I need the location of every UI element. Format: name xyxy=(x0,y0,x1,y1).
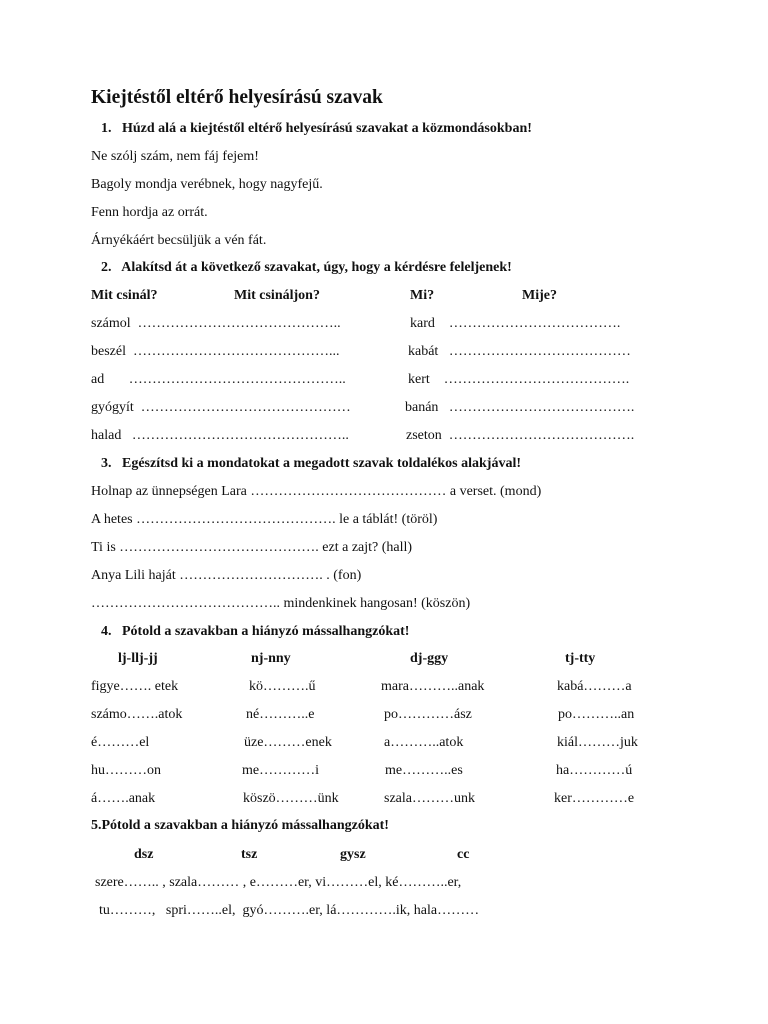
verb-fill-line: gyógyít ……………………………………… xyxy=(91,400,351,415)
noun-fill-line: banán …………………………………. xyxy=(405,400,635,415)
noun-fill-line: kabát ………………………………… xyxy=(408,344,631,359)
word-fill: me………..es xyxy=(385,763,463,778)
word-fill: po………..an xyxy=(558,707,635,722)
noun-fill-line: kert …………………………………. xyxy=(408,372,630,387)
word-fill: üze………enek xyxy=(244,735,332,750)
task2-heading: 2. Alakítsd át a következő szavakat, úgy, hogy a kérdésre feleljenek! xyxy=(101,260,512,275)
word-fill: me…………i xyxy=(242,763,319,778)
word-fill-line: szere…….. , szala……… , e………er, vi………el, ké………..er, xyxy=(95,875,462,890)
task1-heading: 1. Húzd alá a kiejtéstől eltérő helyesírású szavakat a közmondásokban! xyxy=(101,121,532,136)
task3-heading: 3. Egészítsd ki a mondatokat a megadott szavak toldalékos alakjával! xyxy=(101,456,522,471)
task5-header-cc: cc xyxy=(457,847,470,862)
task4-header-tj: tj-tty xyxy=(565,651,596,666)
proverb-line: Fenn hordja az orrát. xyxy=(91,205,208,220)
word-fill: figye……. etek xyxy=(91,679,179,694)
word-fill: mara………..anak xyxy=(381,679,485,694)
word-fill: számo…….atok xyxy=(91,707,183,722)
word-fill: kö……….ű xyxy=(249,679,316,694)
word-fill: kiál………juk xyxy=(557,735,638,750)
word-fill: ha…………ú xyxy=(556,763,633,778)
sentence-fill-line: Holnap az ünnepségen Lara …………………………………… a verset. (mond) xyxy=(91,484,542,499)
sentence-fill-line: ………………………………….. mindenkinek hangosan! (köszön) xyxy=(91,596,471,611)
sentence-fill-line: Anya Lili haját …………………………. . (fon) xyxy=(91,568,362,583)
task2-header-mit-csinal: Mit csinál? xyxy=(91,288,158,303)
task5-header-tsz: tsz xyxy=(241,847,258,862)
word-fill: hu………on xyxy=(91,763,161,778)
task4-heading: 4. Pótold a szavakban a hiányzó mássalhangzókat! xyxy=(101,624,410,639)
word-fill: kabá………a xyxy=(557,679,632,694)
word-fill: á…….anak xyxy=(91,791,156,806)
verb-fill-line: ad ……………………………………….. xyxy=(91,372,346,387)
word-fill: köszö………ünk xyxy=(243,791,339,806)
task5-header-gysz: gysz xyxy=(340,847,366,862)
verb-fill-line: beszél ……………………………………... xyxy=(91,344,340,359)
task4-header-lj: lj-llj-jj xyxy=(118,651,158,666)
verb-fill-line: halad ……………………………………….. xyxy=(91,428,349,443)
noun-fill-line: kard ………………………………. xyxy=(410,316,621,331)
word-fill-line: tu………, spri……..el, gyó……….er, lá………….ik, hala……… xyxy=(99,903,480,918)
proverb-line: Bagoly mondja verébnek, hogy nagyfejű. xyxy=(91,177,323,192)
proverb-line: Ne szólj szám, nem fáj fejem! xyxy=(91,149,259,164)
sentence-fill-line: Ti is ……………………………………. ezt a zajt? (hall) xyxy=(91,540,413,555)
task4-header-nj: nj-nny xyxy=(251,651,291,666)
word-fill: é………el xyxy=(91,735,150,750)
page-title: Kiejtéstől eltérő helyesírású szavak xyxy=(91,87,383,108)
sentence-fill-line: A hetes ……………………………………. le a táblát! (töröl) xyxy=(91,512,438,527)
word-fill: a………..atok xyxy=(384,735,464,750)
word-fill: ker…………e xyxy=(554,791,635,806)
noun-fill-line: zseton …………………………………. xyxy=(406,428,635,443)
word-fill: po…………ász xyxy=(384,707,472,722)
task5-header-dsz: dsz xyxy=(134,847,154,862)
verb-fill-line: számol …………………………………….. xyxy=(91,316,341,331)
proverb-line: Árnyékáért becsüljük a vén fát. xyxy=(91,233,267,248)
task2-header-mije: Mije? xyxy=(522,288,557,303)
task4-header-dj: dj-ggy xyxy=(410,651,449,666)
task5-heading: 5.Pótold a szavakban a hiányzó mássalhangzókat! xyxy=(91,818,389,833)
task2-header-mit-csinaljon: Mit csináljon? xyxy=(234,288,320,303)
task2-header-mi: Mi? xyxy=(410,288,435,303)
word-fill: szala………unk xyxy=(384,791,475,806)
word-fill: né………..e xyxy=(246,707,315,722)
